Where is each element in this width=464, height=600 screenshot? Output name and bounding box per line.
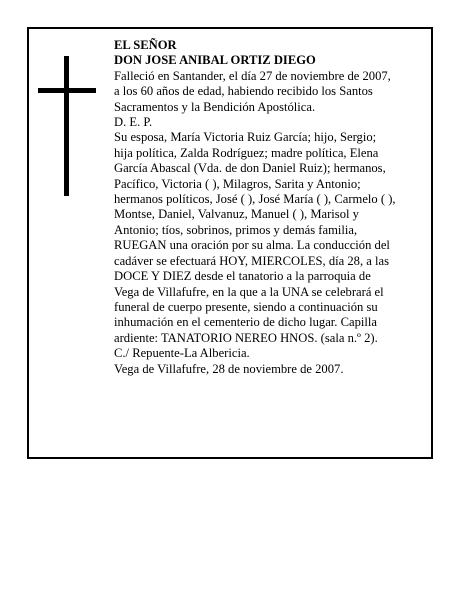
- body-line: inhumación en el cementerio de dicho lugar. Capilla: [114, 315, 377, 330]
- cross-vertical-bar: [64, 56, 69, 196]
- cross-icon: [38, 56, 96, 196]
- body-line: Su esposa, María Victoria Ruiz García; hijo, Sergio;: [114, 130, 377, 145]
- body-line: Montse, Daniel, Valvanuz, Manuel ( ), Marisol y: [114, 207, 359, 222]
- body-line: ardiente: TANATORIO NEREO HNOS. (sala n.º 2).: [114, 330, 378, 345]
- body-line: García Abascal (Vda. de don Daniel Ruiz); hermanos,: [114, 161, 386, 176]
- body-line: Vega de Villafufre, en la que a la UNA se celebrará el: [114, 284, 384, 299]
- body-line: DOCE Y DIEZ desde el tanatorio a la parroquia de: [114, 269, 371, 284]
- body-line: hija política, Zalda Rodríguez; madre política, Elena: [114, 145, 379, 160]
- closing-line: Vega de Villafufre, 28 de noviembre de 2007.: [114, 361, 344, 376]
- obituary-text: [114, 38, 424, 377]
- body-line: Pacífico, Victoria ( ), Milagros, Sarita y Antonio;: [114, 176, 361, 191]
- body-line: RUEGAN una oración por su alma. La conducción del: [114, 238, 390, 253]
- body-line: a los 60 años de edad, habiendo recibido los Santos: [114, 84, 373, 99]
- body-line: funeral de cuerpo presente, siendo a continuación su: [114, 299, 378, 314]
- body-line: Falleció en Santander, el día 27 de noviembre de 2007,: [114, 68, 391, 83]
- body-line: cadáver se efectuará HOY, MIERCOLES, día 28, a las: [114, 253, 389, 268]
- body-line: Antonio; tíos, sobrinos, primos y demás familia,: [114, 222, 358, 237]
- body-line: C./ Repuente-La Albericia.: [114, 346, 250, 361]
- cross-horizontal-bar: [38, 88, 96, 93]
- body-line: Sacramentos y la Bendición Apostólica.: [114, 99, 316, 114]
- body-line-dep: D. E. P.: [114, 115, 153, 130]
- deceased-name: DON JOSE ANIBAL ORTIZ DIEGO: [114, 53, 316, 68]
- body-line: hermanos políticos, José ( ), José María ( ), Carmelo ( ),: [114, 192, 396, 207]
- heading-title: EL SEÑOR: [114, 38, 177, 52]
